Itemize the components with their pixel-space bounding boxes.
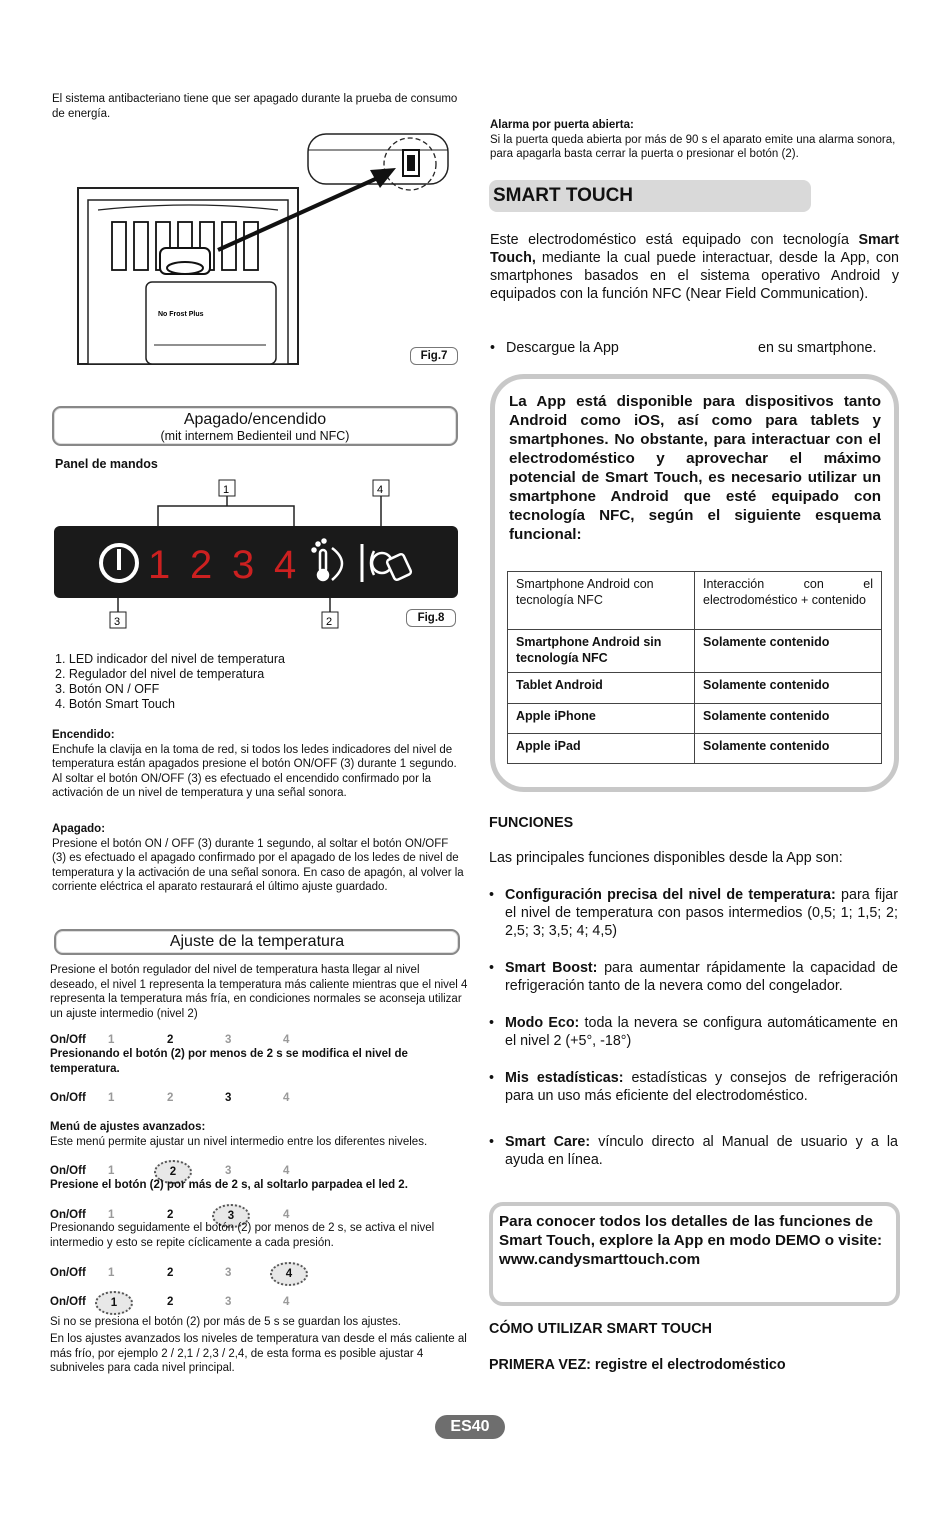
press-long-text: Presione el botón (2) por más de 2 s, al soltarlo parpadea el led 2. — [50, 1179, 408, 1191]
list-item: • Modo Eco: toda la nevera se configura automáticamente en el nivel 2 (+5°, -18°) — [489, 1014, 898, 1050]
panel-title: Panel de mandos — [55, 457, 158, 471]
page-number: ES40 — [435, 1415, 505, 1439]
alarm-title: Alarma por puerta abierta: — [490, 119, 634, 131]
intro-note: El sistema antibacteriano tiene que ser apagado durante la prueba de consumo de energía. — [52, 93, 458, 120]
alarm-block — [490, 118, 900, 162]
fridge-illustration — [70, 130, 470, 370]
section-subtitle: (mit internem Bedienteil und NFC) — [160, 429, 350, 443]
menu-title: Menú de ajustes avanzados: — [50, 1121, 206, 1133]
led-digit-1: 1 — [148, 543, 171, 587]
table-cell: Solamente contenido — [695, 630, 882, 673]
panel-legend — [55, 652, 455, 712]
onoff-label: On/Off — [50, 1034, 86, 1046]
list-item: • Configuración precisa del nivel de temperatura: para fijar el nivel de temperatura con pasos intermedios (0,5; 1; 1,5; 2; 2,5; 3; 3,5; 4; 4,5) — [489, 886, 898, 940]
level-4: 4 — [283, 1092, 290, 1104]
table-cell: Solamente contenido — [695, 704, 882, 734]
table-row — [508, 734, 882, 764]
level-2: 2 — [167, 1034, 174, 1046]
onoff-label: On/Off — [50, 1092, 86, 1104]
table-cell: Solamente contenido — [695, 734, 882, 764]
list-item: • Smart Care: vínculo directo al Manual de usuario y a la ayuda en línea. — [489, 1133, 898, 1169]
level-2: 2 — [167, 1092, 174, 1104]
save-note: Si no se presiona el botón (2) por más de 5 s se guardan los ajustes. — [50, 1316, 401, 1328]
ajuste-text: Presione el botón regulador del nivel de temperatura hasta llegar al nivel deseado, el nivel 1 representa la temperatura más caliente mientras que el nivel 4 representa la temperatura más fría, en condiciones normales se aconseja utilizar un ajuste intermedio (nivel 2) — [50, 964, 468, 1020]
legend-item: 1. LED indicador del nivel de temperatura — [55, 652, 285, 666]
callout-1: 1 — [223, 484, 230, 496]
table-row — [508, 572, 882, 630]
table-cell: Tablet Android — [508, 673, 695, 704]
onoff-label: On/Off — [50, 1209, 86, 1221]
level-row — [50, 1264, 350, 1284]
table-row — [508, 630, 882, 673]
encendido-block — [52, 728, 464, 801]
level-2: 2 — [167, 1296, 174, 1308]
alarm-text: Si la puerta queda abierta por más de 90 s el aparato emite una alarma sonora, para apagarla basta cerrar la puerta o presionar el botón (2). — [490, 133, 896, 160]
table-cell: Apple iPad — [508, 734, 695, 764]
apagado-title: Apagado: — [52, 823, 106, 835]
level-4: 4 — [283, 1034, 290, 1046]
fridge-logo: No Frost Plus — [158, 311, 204, 318]
level-1: 1 — [108, 1034, 115, 1046]
table-cell: Solamente contenido — [695, 673, 882, 704]
led-digit-4: 4 — [274, 543, 297, 587]
level-2: 2 — [167, 1209, 174, 1221]
menu-block — [50, 1120, 468, 1149]
funciones-title: FUNCIONES — [489, 815, 574, 831]
demo-text — [499, 1212, 887, 1269]
level-1: 1 — [108, 1267, 115, 1279]
onoff-label: On/Off — [50, 1267, 86, 1279]
apagado-text: Presione el botón ON / OFF (3) durante 1 segundo, al soltar el botón ON/OFF (3) es efectuado el apagado confirmado por el apagado de los ledes de nivel de temperatura y la activación de una señal sonora. En caso de apagón, al volver la corriente eléctrica el aparato restaurará el último ajuste guardado. — [52, 837, 464, 893]
onoff-label: On/Off — [50, 1165, 86, 1177]
smart-touch-title: SMART TOUCH — [493, 185, 634, 206]
level-4: 4 — [283, 1165, 290, 1177]
smart-touch-header — [489, 180, 811, 212]
fig7-label: Fig.7 — [410, 347, 458, 365]
how-to-title: CÓMO UTILIZAR SMART TOUCH — [489, 1321, 712, 1337]
legend-item: 4. Botón Smart Touch — [55, 697, 175, 711]
level-3-blinking: 3 — [212, 1204, 250, 1228]
level-2-blinking: 2 — [154, 1160, 192, 1184]
onoff-label: On/Off — [50, 1296, 86, 1308]
encendido-title: Encendido: — [52, 729, 115, 741]
table-cell: Interacción con el electrodoméstico + contenido — [695, 572, 882, 630]
fig8-label: Fig.8 — [406, 609, 456, 627]
availability-text: La App está disponible para dispositivos tanto Android como iOS, así como para tablets y smartphones. No obstante, para interactuar con el electrodoméstico y aprovechar el máximo potencial de Smart Touch, es necesario utilizar un smartphone Android que esté equipado con tecnología NFC, según el siguiente esquema funcional: — [509, 393, 881, 543]
level-row — [50, 1091, 350, 1106]
led-digit-2: 2 — [190, 543, 213, 587]
level-1-blinking: 1 — [95, 1291, 133, 1315]
section-title: Apagado/encendido — [183, 411, 327, 428]
table-cell: Apple iPhone — [508, 704, 695, 734]
first-time-title: PRIMERA VEZ: registre el electrodoméstico — [489, 1357, 786, 1373]
device-table — [507, 571, 882, 764]
press-short-text: Presionando el botón (2) por menos de 2 s se modifica el nivel de temperatura. — [50, 1048, 408, 1075]
callout-2: 2 — [326, 616, 333, 628]
level-3: 3 — [225, 1092, 232, 1104]
smart-touch-intro: Este electrodoméstico está equipado con tecnología Smart Touch, mediante la cual puede interactuar, desde la App, con smartphones basados en el sistema operativo Android y equipados con la función NFC (Near Field Communication). — [490, 232, 899, 302]
callout-3: 3 — [114, 616, 121, 628]
range-note: En los ajustes avanzados los niveles de temperatura van desde el más caliente al más frío, por ejemplo 2 / 2,1 / 2,3 / 2,4, de esta forma es posible ajustar 4 subniveles para cada nivel principal. — [50, 1333, 467, 1374]
level-1: 1 — [108, 1209, 115, 1221]
funciones-intro: Las principales funciones disponibles desde la App son: — [489, 850, 843, 866]
press-repeat-text: Presionando seguidamente el botón (2) por menos de 2 s, se activa el nivel intermedio y esto se repite cíclicamente a cada presión. — [50, 1222, 435, 1249]
funciones-list — [489, 886, 898, 1169]
table-row — [508, 673, 882, 704]
section-apagado-header — [52, 406, 458, 446]
level-1: 1 — [108, 1165, 115, 1177]
level-row — [50, 1033, 350, 1048]
level-1: 1 — [108, 1092, 115, 1104]
level-4-blinking: 4 — [270, 1262, 308, 1286]
table-row — [508, 704, 882, 734]
legend-item: 3. Botón ON / OFF — [55, 682, 160, 696]
demo-link[interactable]: www.candysmarttouch.com — [499, 1251, 701, 1268]
list-item: • Mis estadísticas: estadísticas y consejos de refrigeración para un uso más eficiente del electrodoméstico. — [489, 1069, 898, 1105]
level-3: 3 — [225, 1296, 232, 1308]
level-4: 4 — [283, 1296, 290, 1308]
section-ajuste-header — [54, 929, 460, 955]
led-digit-3: 3 — [232, 543, 255, 587]
apagado-block — [52, 822, 464, 895]
ajuste-title: Ajuste de la temperatura — [169, 933, 345, 950]
control-panel-figure — [52, 478, 462, 630]
level-3: 3 — [225, 1267, 232, 1279]
level-2: 2 — [167, 1267, 174, 1279]
download-line: • Descargue la App en su smartphone. — [490, 340, 877, 356]
demo-description: Para conocer todos los detalles de las funciones de Smart Touch, explore la App en modo DEMO o visite: — [499, 1213, 883, 1249]
level-row — [50, 1293, 350, 1313]
encendido-text: Enchufe la clavija en la toma de red, si todos los ledes indicadores del nivel de temperatura están apagados presione el botón ON/OFF (3) durante 1 segundo. Al soltar el botón ON/OFF (3) es efectuado el encendido confirmado por la activación de un nivel de temperatura y una señal sonora. — [52, 743, 457, 799]
list-item: • Smart Boost: para aumentar rápidamente la capacidad de refrigeración tanto de la nevera como del congelador. — [489, 959, 898, 995]
table-cell: Smartphone Android con tecnología NFC — [508, 572, 695, 630]
callout-4: 4 — [377, 484, 384, 496]
level-4: 4 — [283, 1209, 290, 1221]
legend-item: 2. Regulador del nivel de temperatura — [55, 667, 265, 681]
menu-text: Este menú permite ajustar un nivel intermedio entre los diferentes niveles. — [50, 1135, 428, 1148]
table-cell: Smartphone Android sin tecnología NFC — [508, 630, 695, 673]
level-3: 3 — [225, 1034, 232, 1046]
level-3: 3 — [225, 1165, 232, 1177]
